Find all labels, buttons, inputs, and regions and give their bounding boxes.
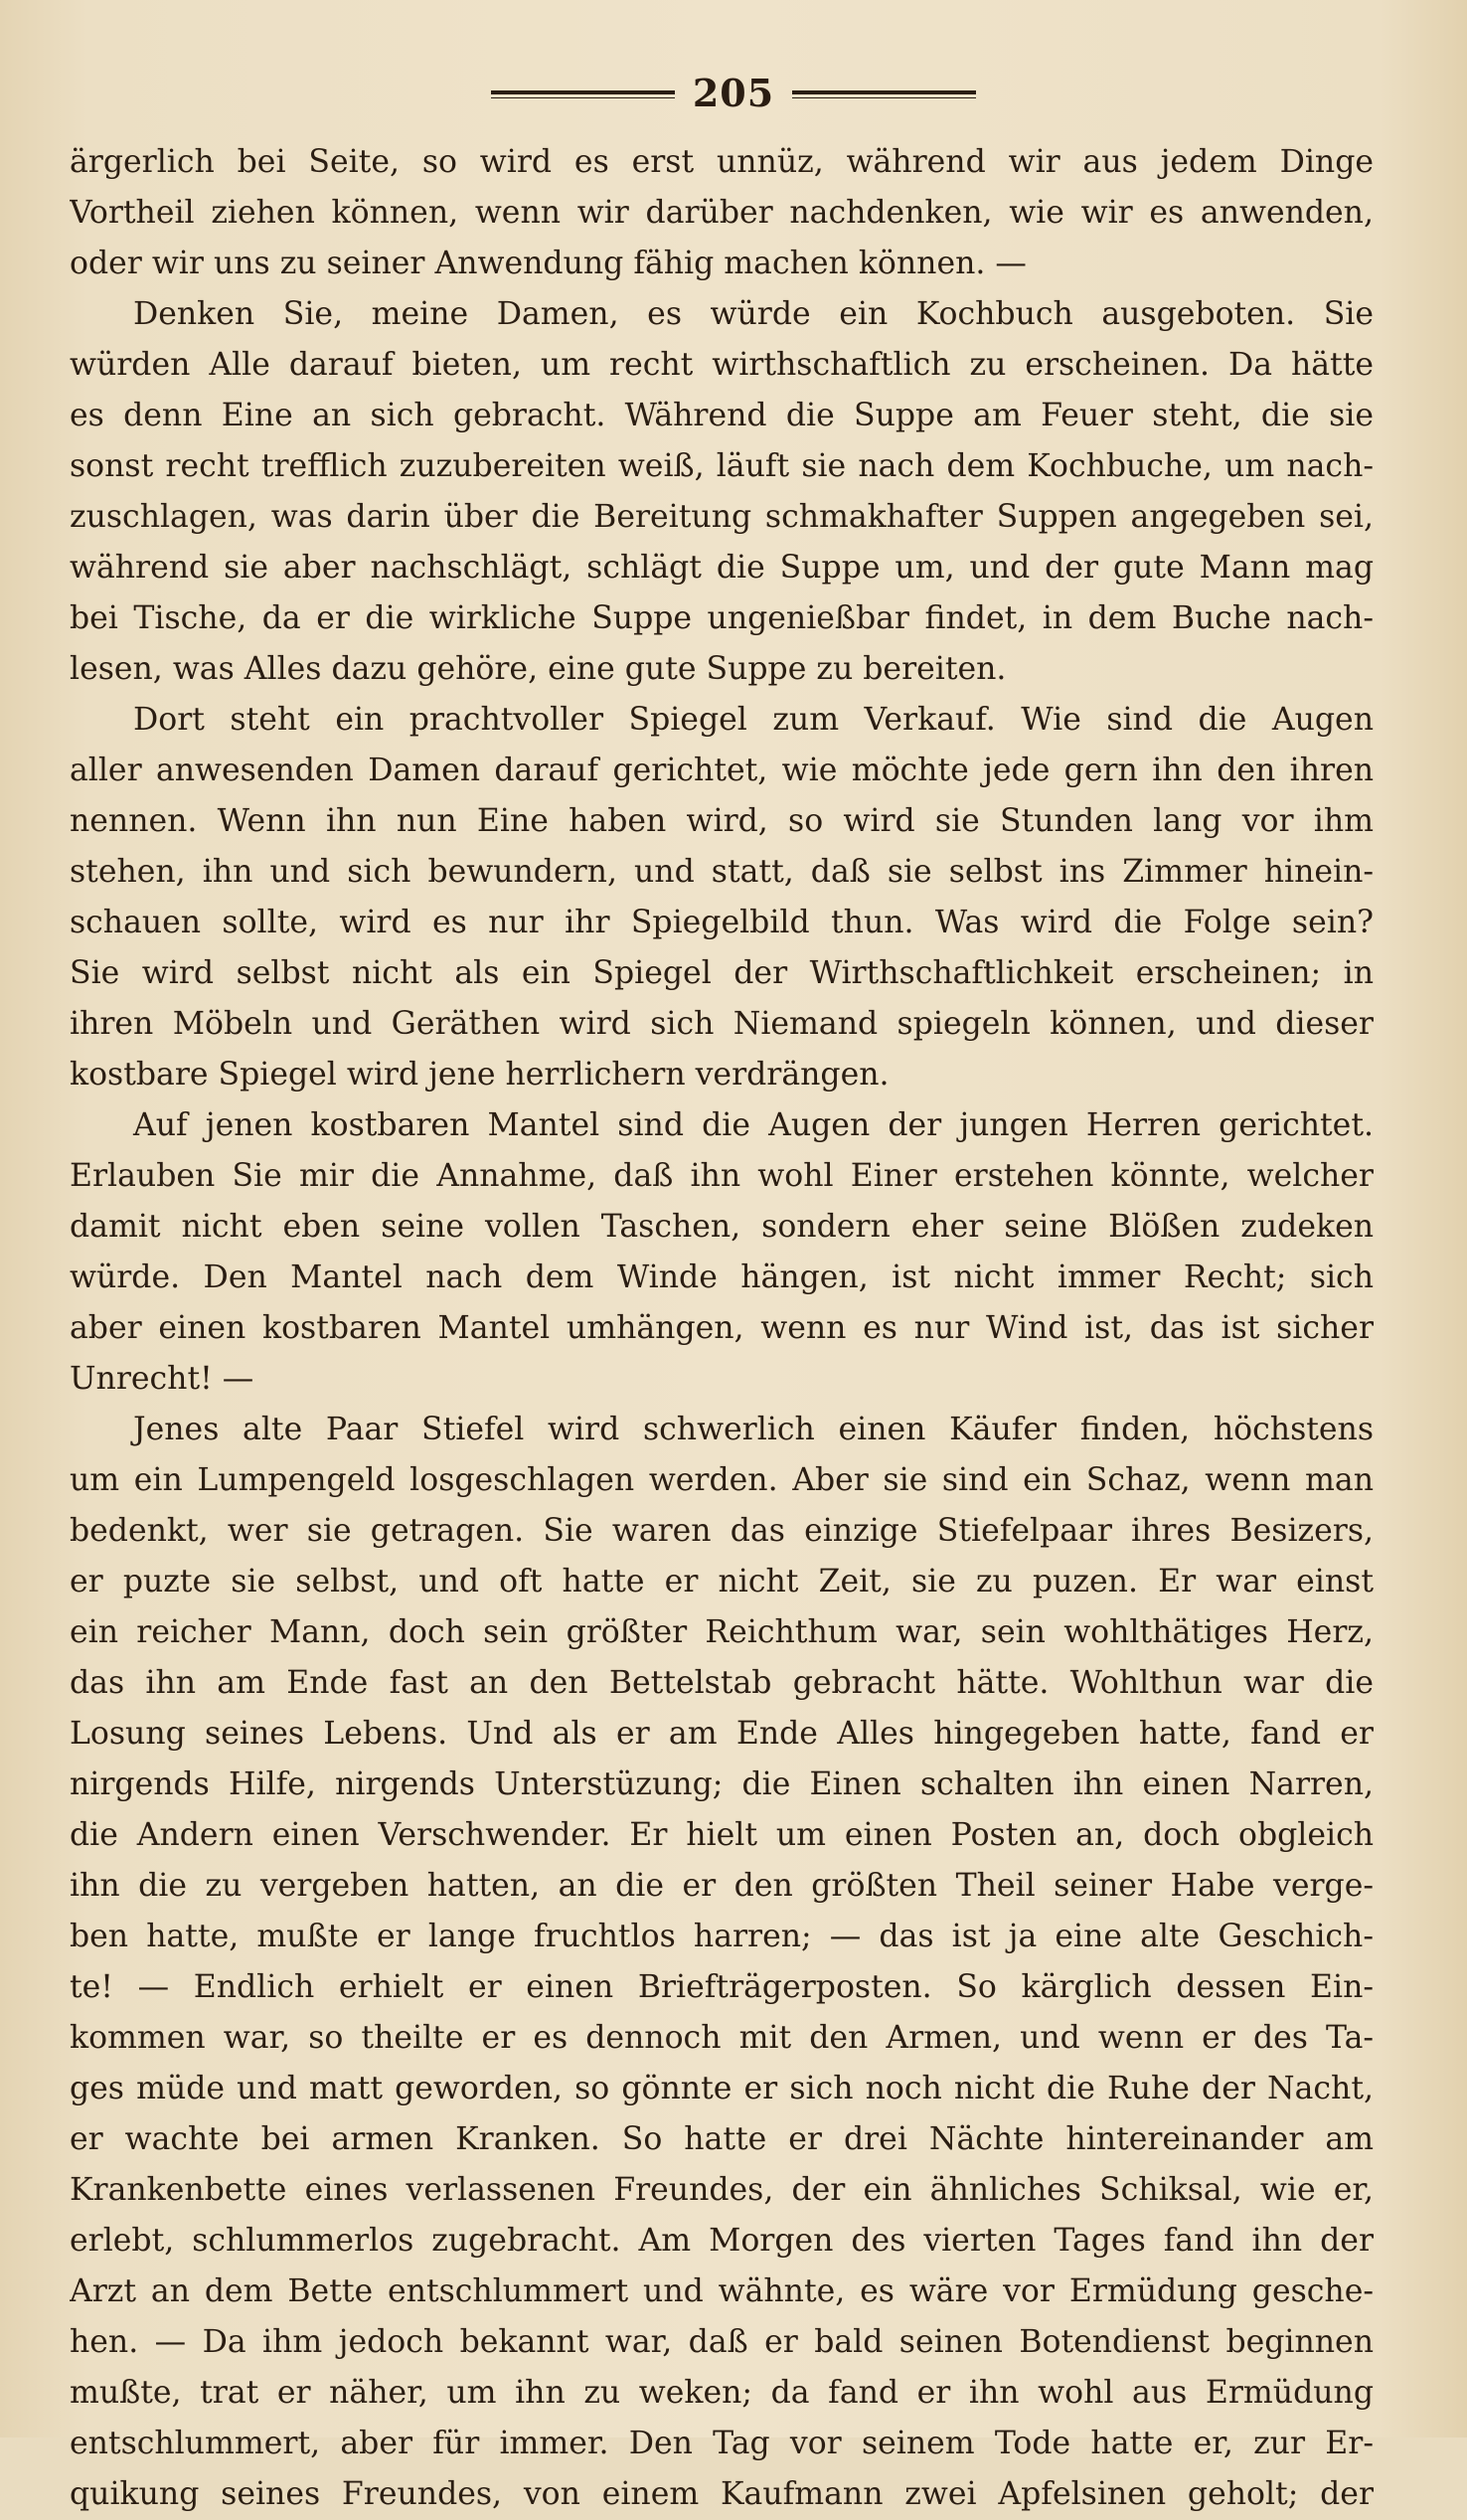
- text-line: Losung seines Lebens. Und als er am Ende Alles hingegeben hatte, fand er: [70, 1716, 1374, 1752]
- text-line: Vortheil ziehen können, wenn wir darüber nachdenken, wie wir es anwenden,: [70, 195, 1374, 231]
- text-line: entschlummert, aber für immer. Den Tag vor seinem Tode hatte er, zur Er-: [70, 2426, 1374, 2461]
- page-header: [0, 68, 1467, 117]
- text-line: Krankenbette eines verlassenen Freundes, der ein ähnliches Schiksal, wie er,: [70, 2172, 1374, 2208]
- text-line: Unrecht! —: [70, 1361, 254, 1397]
- text-line: Erlauben Sie mir die Annahme, daß ihn wohl Einer erstehen könnte, welcher: [70, 1158, 1374, 1194]
- text-line: die Andern einen Verschwender. Er hielt um einen Posten an, doch obgleich: [70, 1817, 1374, 1853]
- text-line: stehen, ihn und sich bewundern, und statt, daß sie selbst ins Zimmer hinein-: [70, 854, 1374, 890]
- text-line: damit nicht eben seine vollen Taschen, sondern eher seine Blößen zudeken: [70, 1209, 1374, 1245]
- text-line: während sie aber nachschlägt, schlägt die Suppe um, und der gute Mann mag: [70, 550, 1374, 586]
- text-line: Denken Sie, meine Damen, es würde ein Kochbuch ausgeboten. Sie: [133, 296, 1374, 332]
- text-line: Jenes alte Paar Stiefel wird schwerlich einen Käufer finden, höchstens: [133, 1412, 1374, 1447]
- text-line: oder wir uns zu seiner Anwendung fähig machen können. —: [70, 246, 1027, 281]
- text-line: nirgends Hilfe, nirgends Unterstüzung; die Einen schalten ihn einen Narren,: [70, 1766, 1374, 1802]
- text-line: sonst recht trefflich zuzubereiten weiß, läuft sie nach dem Kochbuche, um nach-: [70, 448, 1374, 484]
- page-number: 205: [692, 70, 775, 115]
- text-line: mußte, trat er näher, um ihn zu weken; da fand er ihn wohl aus Ermüdung: [70, 2375, 1374, 2411]
- text-line: es denn Eine an sich gebracht. Während die Suppe am Feuer steht, die sie: [70, 398, 1374, 433]
- text-line: bei Tische, da er die wirkliche Suppe ungenießbar findet, in dem Buche nach-: [70, 600, 1374, 636]
- text-line: würde. Den Mantel nach dem Winde hängen, ist nicht immer Recht; sich: [70, 1260, 1374, 1295]
- text-line: ihren Möbeln und Geräthen wird sich Niemand spiegeln können, und dieser: [70, 1006, 1374, 1042]
- text-line: um ein Lumpengeld losgeschlagen werden. Aber sie sind ein Schaz, wenn man: [70, 1462, 1374, 1498]
- text-line: zuschlagen, was darin über die Bereitung schmakhafter Suppen angegeben sei,: [70, 499, 1374, 535]
- text-line: ein reicher Mann, doch sein größter Reichthum war, sein wohlthätiges Herz,: [70, 1614, 1374, 1650]
- text-line: schauen sollte, wird es nur ihr Spiegelbild thun. Was wird die Folge sein?: [70, 905, 1374, 940]
- text-line: Arzt an dem Bette entschlummert und wähnte, es wäre vor Ermüdung gesche-: [70, 2273, 1374, 2309]
- text-line: Sie wird selbst nicht als ein Spiegel der Wirthschaftlichkeit erscheinen; in: [70, 955, 1374, 991]
- text-line: lesen, was Alles dazu gehöre, eine gute Suppe zu bereiten.: [70, 651, 1007, 687]
- body-text: [70, 137, 1374, 2520]
- text-line: aber einen kostbaren Mantel umhängen, wenn es nur Wind ist, das ist sicher: [70, 1310, 1374, 1346]
- text-line: er puzte sie selbst, und oft hatte er nicht Zeit, sie zu puzen. Er war einst: [70, 1564, 1374, 1599]
- text-line: das ihn am Ende fast an den Bettelstab gebracht hätte. Wohlthun war die: [70, 1665, 1374, 1701]
- text-line: kostbare Spiegel wird jene herrlichern verdrängen.: [70, 1057, 890, 1092]
- text-line: te! — Endlich erhielt er einen Briefträgerposten. So kärglich dessen Ein-: [70, 1969, 1374, 2005]
- text-line: ärgerlich bei Seite, so wird es erst unnüz, während wir aus jedem Dinge: [70, 144, 1374, 180]
- text-line: hen. — Da ihm jedoch bekannt war, daß er bald seinen Botendienst beginnen: [70, 2324, 1374, 2360]
- text-line: nennen. Wenn ihn nun Eine haben wird, so wird sie Stunden lang vor ihm: [70, 803, 1374, 839]
- text-line: erlebt, schlummerlos zugebracht. Am Morgen des vierten Tages fand ihn der: [70, 2223, 1374, 2259]
- text-line: quikung seines Freundes, von einem Kaufmann zwei Apfelsinen geholt; der: [70, 2476, 1374, 2512]
- text-line: würden Alle darauf bieten, um recht wirthschaftlich zu erscheinen. Da hätte: [70, 347, 1374, 383]
- text-line: bedenkt, wer sie getragen. Sie waren das einzige Stiefelpaar ihres Besizers,: [70, 1513, 1374, 1549]
- text-line: ges müde und matt geworden, so gönnte er sich noch nicht die Ruhe der Nacht,: [70, 2071, 1374, 2106]
- text-line: kommen war, so theilte er es dennoch mit den Armen, und wenn er des Ta-: [70, 2020, 1374, 2056]
- text-line: Auf jenen kostbaren Mantel sind die Augen der jungen Herren gerichtet.: [133, 1107, 1374, 1143]
- text-line: aller anwesenden Damen darauf gerichtet, wie möchte jede gern ihn den ihren: [70, 753, 1374, 788]
- text-line: ihn die zu vergeben hatten, an die er den größten Theil seiner Habe verge-: [70, 1868, 1374, 1904]
- text-line: er wachte bei armen Kranken. So hatte er drei Nächte hintereinander am: [70, 2121, 1374, 2157]
- header-rule-right: [792, 90, 976, 94]
- text-line: Dort steht ein prachtvoller Spiegel zum Verkauf. Wie sind die Augen: [133, 702, 1374, 738]
- header-rule-left: [491, 90, 675, 94]
- text-line: ben hatte, mußte er lange fruchtlos harren; — das ist ja eine alte Geschich-: [70, 1919, 1374, 1954]
